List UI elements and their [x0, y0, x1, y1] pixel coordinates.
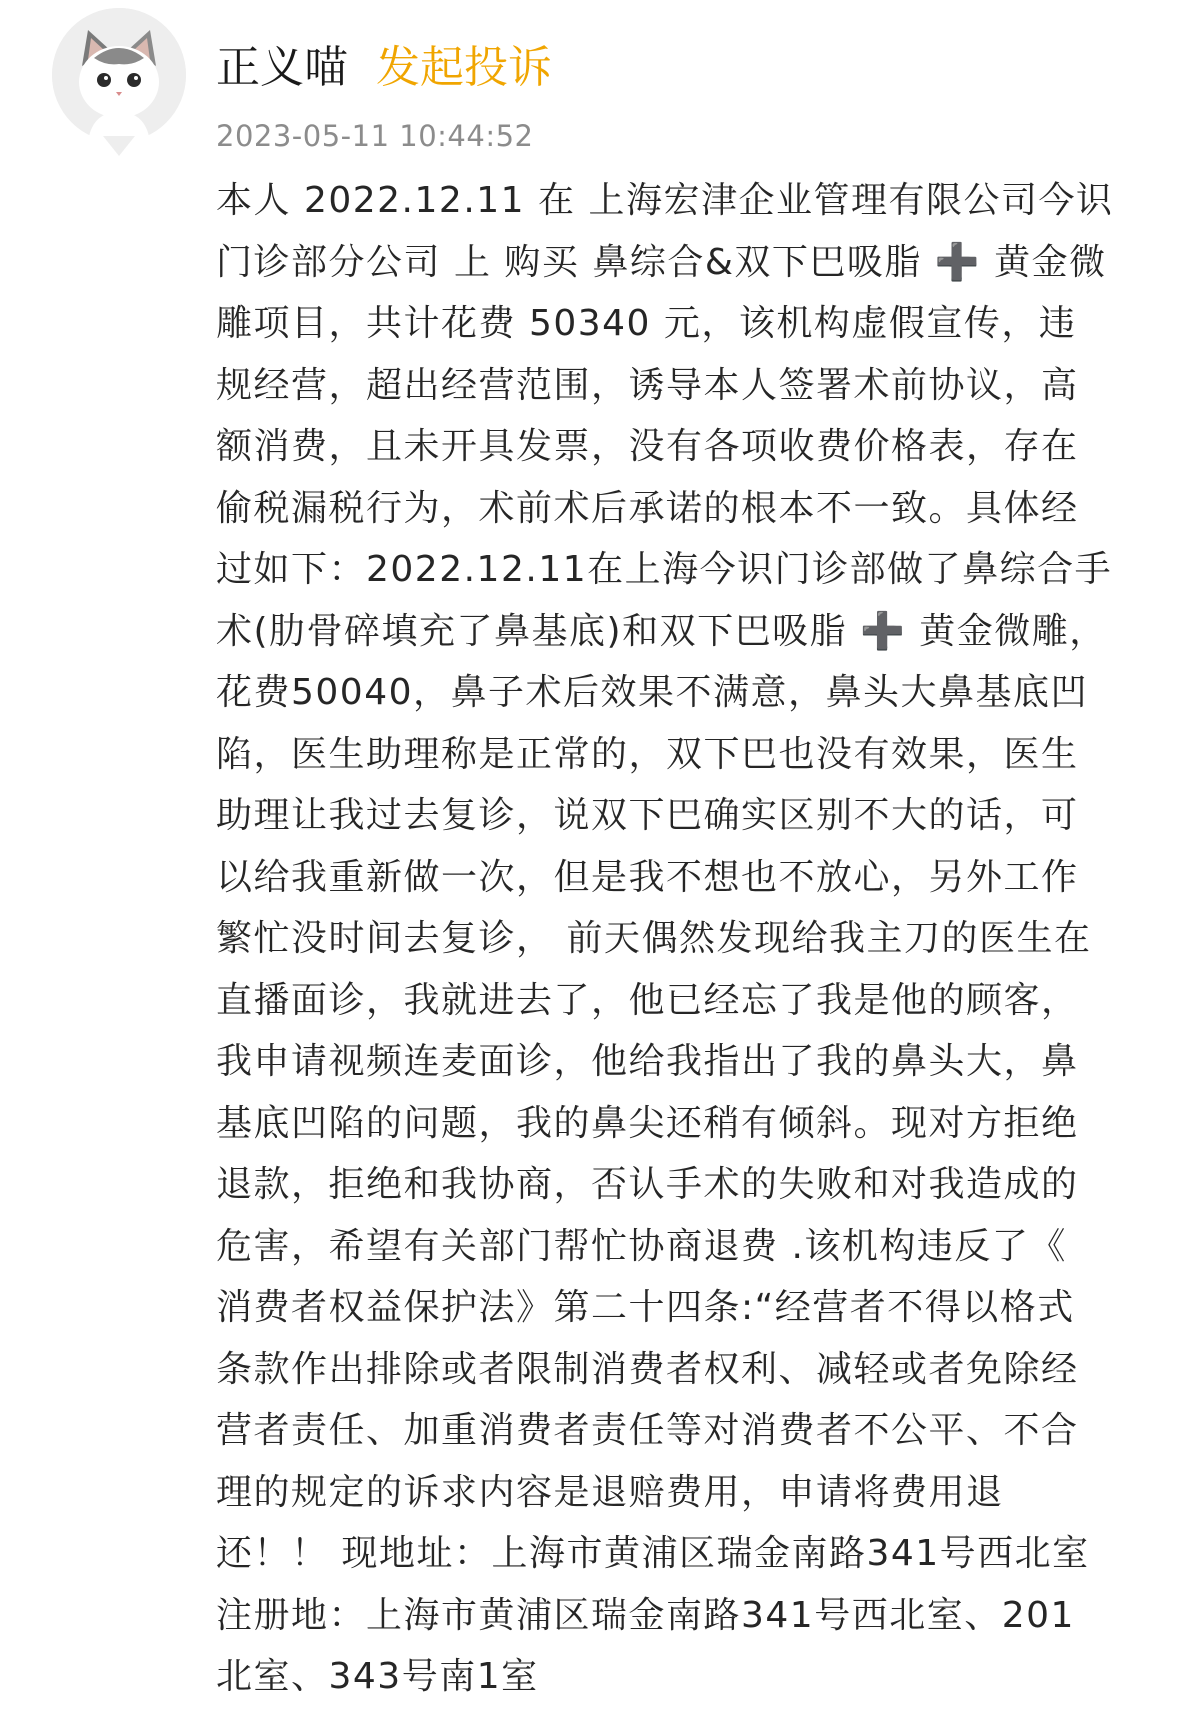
- complaint-line: 门诊部分公司 上 购买 鼻综合&双下巴吸脂 ➕ 黄金微: [216, 241, 1107, 283]
- complaint-line: 陷，医生助理称是正常的，双下巴也没有效果，医生: [216, 733, 1079, 775]
- complaint-line: 北室、343号南1室: [216, 1656, 539, 1697]
- complaint-line: 助理让我过去复诊，说双下巴确实区别不大的话，可: [216, 795, 1079, 836]
- complaint-line: 雕项目，共计花费 50340 元，该机构虚假宣传，违: [216, 303, 1077, 344]
- action-label: 发起投诉: [376, 42, 552, 93]
- complaint-line: 我申请视频连麦面诊，他给我指出了我的鼻头大，鼻: [216, 1041, 1079, 1082]
- complaint-line: 额消费，且未开具发票，没有各项收费价格表，存在: [216, 426, 1079, 467]
- complaint-line: 直播面诊，我就进去了，他已经忘了我是他的顾客，: [216, 979, 1079, 1021]
- complaint-line: 营者责任、加重消费者责任等对消费者不公平、不合: [216, 1410, 1079, 1451]
- post-timestamp: 2023-05-11 10:44:52: [216, 119, 534, 153]
- complaint-line: 条款作出排除或者限制消费者权利、减轻或者免除经: [216, 1348, 1079, 1390]
- complaint-line: 偷税漏税行为，术前术后承诺的根本不一致。具体经: [216, 487, 1079, 529]
- complaint-line: 以给我重新做一次，但是我不想也不放心，另外工作: [216, 856, 1079, 898]
- complaint-line: 注册地：上海市黄浦区瑞金南路341号西北室、201: [216, 1594, 1075, 1636]
- complaint-line: 过如下：2022.12.11在上海今识门诊部做了鼻综合手: [216, 549, 1113, 590]
- complaint-line: 术(肋骨碎填充了鼻基底)和双下巴吸脂 ➕ 黄金微雕，: [216, 610, 1107, 652]
- complaint-line: 危害，希望有关部门帮忙协商退费 .该机构违反了《: [216, 1225, 1067, 1267]
- white-cat-avatar-icon: [52, 8, 186, 142]
- complaint-line: 花费50040，鼻子术后效果不满意，鼻头大鼻基底凹: [216, 672, 1089, 713]
- complaint-line: 基底凹陷的问题，我的鼻尖还稍有倾斜。现对方拒绝: [216, 1102, 1079, 1144]
- complaint-line: 本人 2022.12.11 在 上海宏津企业管理有限公司今识: [216, 180, 1114, 221]
- complaint-line: 繁忙没时间去复诊， 前天偶然发现给我主刀的医生在: [216, 918, 1092, 959]
- complaint-body: [216, 170, 1146, 1708]
- complaint-line: 理的规定的诉求内容是退赔费用，申请将费用退: [216, 1471, 1004, 1513]
- complaint-line: 还！！ 现地址：上海市黄浦区瑞金南路341号西北室: [216, 1533, 1090, 1574]
- avatar[interactable]: [52, 8, 186, 142]
- complaint-line: 消费者权益保护法》第二十四条:“经营者不得以格式: [216, 1287, 1075, 1328]
- author-name[interactable]: 正义喵: [216, 42, 348, 93]
- avatar-pointer: [103, 136, 135, 156]
- complaint-line: 规经营，超出经营范围，诱导本人签署术前协议，高: [216, 364, 1079, 406]
- complaint-line: 退款，拒绝和我协商，否认手术的失败和对我造成的: [216, 1164, 1079, 1205]
